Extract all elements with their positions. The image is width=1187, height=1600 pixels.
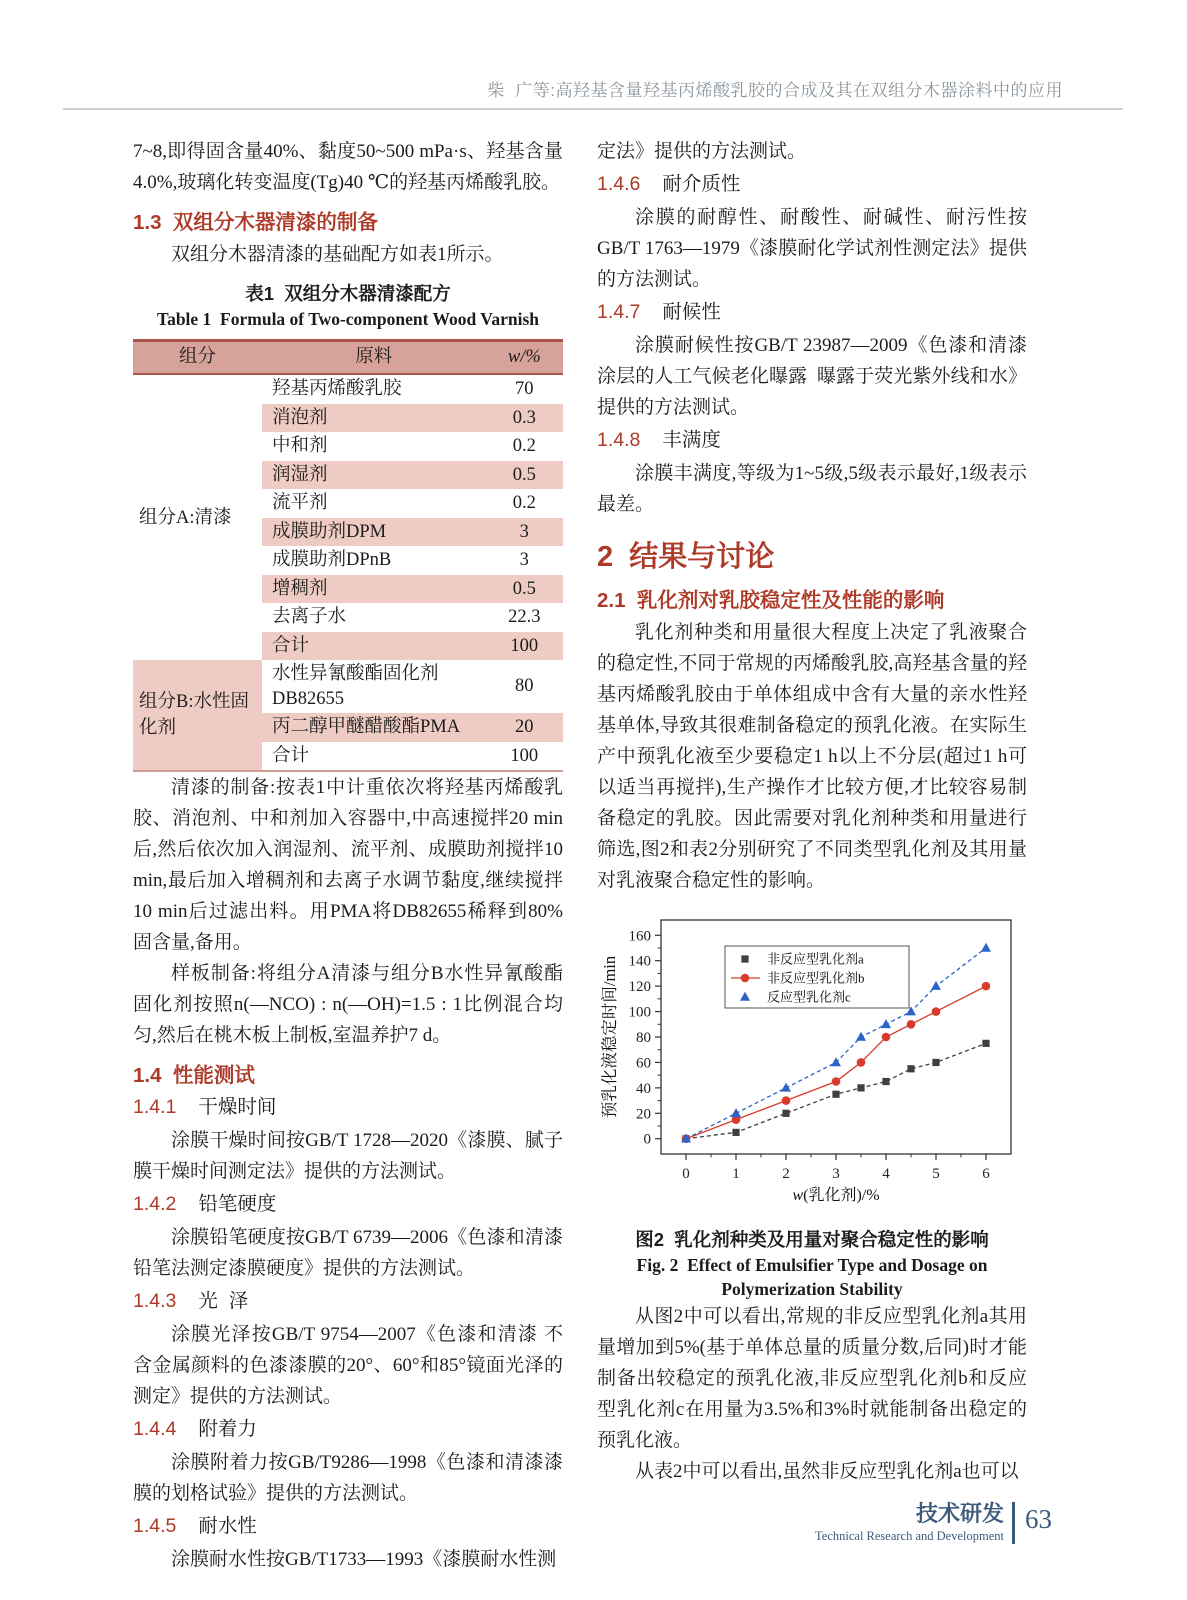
paragraph: 定法》提供的方法测试。 [597, 141, 807, 162]
heading-title: 铅笔硬度 [198, 1193, 277, 1215]
svg-text:6: 6 [982, 1166, 990, 1182]
figure2-block [597, 906, 1027, 1301]
column-header: w/% [486, 341, 563, 375]
value-cell: 0.5 [486, 461, 563, 490]
svg-text:w(乳化剂)/%: w(乳化剂)/% [792, 1187, 880, 1204]
material-cell: 增稠剂 [262, 575, 486, 604]
section-heading: 2 结果与讨论 [597, 541, 775, 573]
value-cell: 0.5 [486, 575, 563, 604]
svg-text:40: 40 [636, 1080, 651, 1097]
paragraph: 涂膜附着力按GB/T9286—1998《色漆和清漆漆膜的划格试验》提供的方法测试。 [133, 1452, 563, 1504]
material-cell: 羟基丙烯酸乳胶 [272, 379, 402, 399]
subsection-heading: 1.4 性能测试 [133, 1064, 255, 1087]
svg-text:140: 140 [628, 953, 651, 970]
subsubsection-heading [597, 297, 1027, 328]
heading-title: 耐介质性 [662, 173, 741, 195]
column-header: 原料 [262, 341, 486, 375]
header-rule [63, 108, 1123, 110]
heading-number: 1.4.6 [597, 173, 641, 195]
figure2-caption-en: Polymerization Stability [721, 1279, 903, 1299]
subsubsection-heading [597, 169, 1027, 200]
material-cell: 去离子水 [272, 607, 347, 627]
paragraph: 涂膜丰满度,等级为1~5级,5级表示最好,1级表示最差。 [597, 463, 1027, 515]
subsection-heading: 1.3 双组分木器清漆的制备 [133, 211, 378, 234]
svg-text:100: 100 [628, 1004, 651, 1021]
svg-text:4: 4 [882, 1166, 890, 1182]
heading-number: 1.4.3 [133, 1290, 177, 1312]
heading-title: 丰满度 [662, 429, 721, 451]
table1-caption-en: Table 1 Formula of Two-component Wood Varnish [157, 309, 539, 329]
heading-title: 附着力 [198, 1418, 257, 1440]
value-cell: 70 [515, 379, 534, 399]
paragraph: 7~8,即得固含量40%、黏度50~500 mPa·s、羟基含量4.0%,玻璃化转变温度(Tg)40 ℃的羟基丙烯酸乳胶。 [133, 141, 563, 193]
subsubsection-heading [133, 1092, 563, 1123]
chart-legend [725, 946, 909, 1008]
svg-text:反应型乳化剂c: 反应型乳化剂c [767, 989, 851, 1005]
paragraph: 清漆的制备:按表1中计重依次将羟基丙烯酸乳胶、消泡剂、中和剂加入容器中,中高速搅拌20 min后,然后依次加入润湿剂、流平剂、成膜助剂搅拌10 min,最后加入增稠剂和去离子水调节黏度,继续搅拌10 min后过滤出料。用PMA将DB82655稀释到80%固含量,备用。 [133, 777, 568, 953]
material-cell: 流平剂 [272, 493, 328, 513]
svg-text:0: 0 [643, 1131, 651, 1148]
subsection-heading: 2.1 乳化剂对乳胶稳定性及性能的影响 [597, 589, 945, 612]
table-body [133, 374, 563, 771]
group-cell: 组分B:水性固化剂 [133, 660, 262, 771]
table-row [133, 374, 563, 404]
value-cell: 3 [486, 518, 563, 547]
figure2-caption-en: Fig. 2 Effect of Emulsifier Type and Dosage on [636, 1255, 988, 1275]
svg-text:2: 2 [782, 1166, 790, 1182]
value-cell: 0.2 [512, 436, 536, 456]
paragraph: 乳化剂种类和用量很大程度上决定了乳液聚合的稳定性,不同于常规的丙烯酸乳胶,高羟基含量的羟基丙烯酸乳胶由于单体组成中含有大量的亲水性羟基单体,导致其很难制备稳定的预乳化液。在实际生产中预乳化液至少要稳定1 h以上不分层(超过1 h可以适当再搅拌),生产操作才比较方便,才比较容易制备稳定的乳胶。因此需要对乳化剂种类和用量进行筛选,图2和表2分别研究了不同类型乳化剂及其用量对乳液聚合稳定性的影响。 [597, 622, 1027, 891]
value-cell: 20 [486, 713, 563, 742]
formula-table [133, 339, 563, 772]
value-cell: 3 [519, 550, 529, 570]
paragraph: 涂膜光泽按GB/T 9754—2007《色漆和清漆 不含金属颜料的色漆漆膜的20°、60°和85°镜面光泽的测定》提供的方法测试。 [133, 1324, 563, 1407]
paragraph: 样板制备:将组分A清漆与组分B水性异氰酸酯固化剂按照n(—NCO) : n(—OH)=1.5 : 1比例混合均匀,然后在桃木板上制板,室温养护7 d。 [133, 963, 563, 1046]
group-cell: 组分A:清漆 [133, 374, 262, 660]
paragraph: 涂膜干燥时间按GB/T 1728—2020《漆膜、腻子膜干燥时间测定法》提供的方法测试。 [133, 1130, 563, 1182]
heading-number: 1.4.4 [133, 1418, 177, 1440]
svg-text:3: 3 [832, 1166, 840, 1182]
svg-text:120: 120 [628, 979, 651, 996]
table1-block [133, 280, 563, 772]
table1-caption-cn: 表1 双组分木器清漆配方 [245, 283, 451, 304]
page-footer [815, 1502, 1052, 1544]
svg-text:5: 5 [932, 1166, 940, 1182]
heading-number: 1.4.7 [597, 301, 641, 323]
value-cell: 80 [515, 676, 534, 697]
value-cell: 100 [510, 745, 539, 766]
footer-section-en: Technical Research and Development [815, 1529, 1004, 1543]
footer-divider-bar [1012, 1502, 1015, 1544]
table-row [133, 660, 563, 713]
footer-section [815, 1502, 1004, 1544]
heading-title: 耐候性 [662, 301, 721, 323]
table-header-row [133, 341, 563, 375]
svg-text:1: 1 [732, 1166, 740, 1182]
paragraph: 涂膜耐水性按GB/T1733—1993《漆膜耐水性测 [171, 1549, 557, 1570]
heading-title: 光 泽 [198, 1290, 249, 1312]
subsubsection-heading [133, 1414, 563, 1445]
material-cell: 丙二醇甲醚醋酸酯PMA [262, 713, 486, 742]
paragraph: 双组分木器清漆的基础配方如表1所示。 [171, 244, 504, 265]
paragraph: 涂膜铅笔硬度按GB/T 6739—2006《色漆和清漆铅笔法测定漆膜硬度》提供的方法测试。 [133, 1227, 563, 1279]
svg-text:0: 0 [682, 1166, 690, 1182]
paragraph: 从图2中可以看出,常规的非反应型乳化剂a其用量增加到5%(基于单体总量的质量分数,后同)时才能制备出较稳定的预乳化液,非反应型乳化剂b和反应型乳化剂c在用量为3.5%和3%时就能制备出稳定的预乳化液。 [597, 1306, 1027, 1451]
footer-section-cn: 技术研发 [915, 1501, 1004, 1526]
value-cell: 0.2 [512, 493, 536, 513]
subsubsection-heading [133, 1189, 563, 1220]
svg-text:60: 60 [636, 1055, 651, 1072]
paragraph: 涂膜耐候性按GB/T 23987—2009《色漆和清漆涂层的人工气候老化曝露 曝露于荧光紫外线和水》提供的方法测试。 [597, 335, 1027, 418]
material-cell: 合计 [272, 745, 310, 766]
svg-text:20: 20 [636, 1106, 651, 1123]
material-cell: 润湿剂 [262, 461, 486, 490]
figure2-chart [597, 906, 1027, 1216]
material-cell: 合计 [262, 632, 486, 661]
subsubsection-heading [597, 425, 1027, 456]
subsubsection-heading [133, 1511, 563, 1542]
value-cell: 100 [486, 632, 563, 661]
material-cell: 成膜助剂DPM [262, 518, 486, 547]
heading-number: 1.4.1 [133, 1096, 177, 1118]
figure2-caption-cn: 图2 乳化剂种类及用量对聚合稳定性的影响 [635, 1229, 989, 1250]
running-title: 柴 广等:高羟基含量羟基丙烯酸乳胶的合成及其在双组分木器涂料中的应用 [487, 81, 1063, 100]
heading-title: 耐水性 [198, 1515, 257, 1537]
right-column [597, 136, 1027, 1575]
table-head [133, 341, 563, 375]
paragraph: 从表2中可以看出,虽然非反应型乳化剂a也可以 [635, 1461, 1019, 1482]
heading-number: 1.4.5 [133, 1515, 177, 1537]
material-cell: 消泡剂 [262, 404, 486, 433]
value-cell: 0.3 [486, 404, 563, 433]
subsubsection-heading [133, 1286, 563, 1317]
heading-number: 1.4.2 [133, 1193, 177, 1215]
material-cell: 成膜助剂DPnB [272, 550, 392, 570]
material-cell: 水性异氰酸酯固化剂DB82655 [272, 664, 439, 709]
two-column-layout [133, 136, 1063, 1575]
svg-text:预乳化液稳定时间/min: 预乳化液稳定时间/min [600, 955, 619, 1119]
heading-title: 干燥时间 [198, 1096, 277, 1118]
svg-text:160: 160 [628, 928, 651, 945]
page-number: 63 [1025, 1504, 1052, 1534]
left-column [133, 136, 568, 1575]
heading-number: 1.4.8 [597, 429, 641, 451]
paragraph: 涂膜的耐醇性、耐酸性、耐碱性、耐污性按GB/T 1763—1979《漆膜耐化学试剂性测定法》提供的方法测试。 [597, 207, 1027, 290]
column-header: 组分 [133, 341, 262, 375]
svg-text:非反应型乳化剂b: 非反应型乳化剂b [767, 970, 865, 986]
svg-text:非反应型乳化剂a: 非反应型乳化剂a [767, 951, 864, 967]
value-cell: 22.3 [508, 607, 541, 627]
svg-text:80: 80 [636, 1030, 651, 1046]
material-cell: 中和剂 [272, 436, 328, 456]
